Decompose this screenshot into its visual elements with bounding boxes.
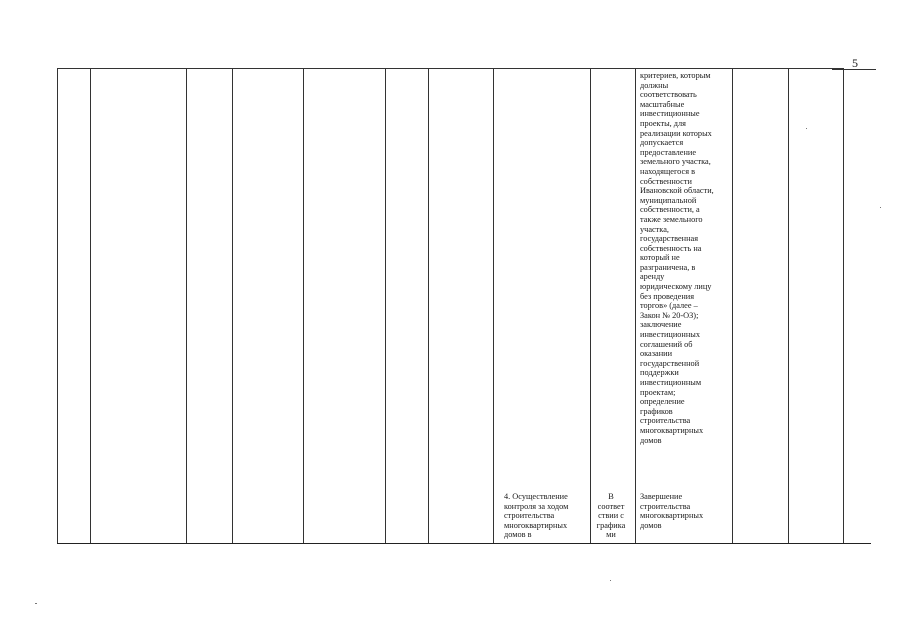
column-divider bbox=[303, 68, 304, 544]
column-divider bbox=[843, 68, 844, 544]
bottom-rule bbox=[57, 543, 871, 544]
column-divider bbox=[493, 68, 494, 544]
scan-speck bbox=[880, 207, 881, 208]
column-divider bbox=[385, 68, 386, 544]
row4-result-text: Завершение строительства многоквартирных домов bbox=[640, 492, 704, 530]
column-divider bbox=[57, 68, 58, 544]
scan-speck bbox=[610, 580, 611, 581]
scan-speck bbox=[806, 128, 807, 129]
column-divider bbox=[732, 68, 733, 544]
column-divider bbox=[232, 68, 233, 544]
page-number: 5 bbox=[852, 56, 858, 70]
scan-speck bbox=[35, 603, 37, 604]
row4-action-text: 4. Осуществление контроля за ходом строительства многоквартирных домов в bbox=[504, 492, 569, 540]
criteria-cell-text: критериев, которым должны соответствовать масштабные инвестиционные проекты, для реализации которых допускается предоставление земельного участка, находящегося в собственности Ивановской области, муниципальной собственности, а также земельного участка, государственная собственность на который не разграничена, в аренду юридическому лицу без проведения торгов» (далее – Закон № 20-ОЗ); заключение инвестиционных соглашений об оказании государственной поддержки инвестиционным проектам; определение графиков строительства многоквартирных домов bbox=[640, 71, 714, 445]
column-divider bbox=[186, 68, 187, 544]
column-divider bbox=[788, 68, 789, 544]
column-divider bbox=[635, 68, 636, 544]
column-divider bbox=[90, 68, 91, 544]
row4-term-text: В соответ ствии с графика ми bbox=[596, 492, 626, 540]
column-divider bbox=[428, 68, 429, 544]
column-divider bbox=[590, 68, 591, 544]
